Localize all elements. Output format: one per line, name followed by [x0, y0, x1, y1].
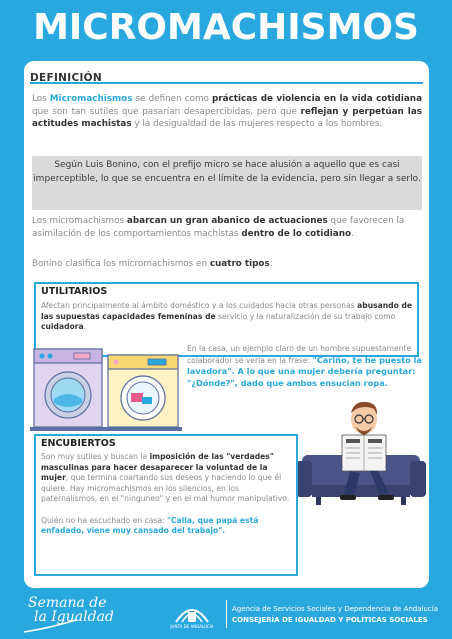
text-span: que favorecen la asimilación de los comportamientos machistas: [32, 216, 405, 239]
example-quote: "Calla, que papá está enfadado, viene muy cansado del trabajo".: [41, 515, 259, 536]
scope-paragraph: [32, 215, 422, 240]
text-span: .: [351, 228, 354, 239]
emphasis-text: imposición de las "verdades" masculinas para hacer desaparecer la voluntad de la mujer: [41, 452, 274, 483]
emphasis-text: cuidadora: [41, 322, 84, 332]
definition-header: [30, 66, 423, 84]
text-span: Los micromachismos: [32, 216, 127, 226]
emphasis-text: prácticas de violencia en la vida cotidiana: [212, 94, 423, 104]
agency-line-2: CONSEJERÍA DE IGUALDAD Y POLÍTICAS SOCIALES: [232, 616, 428, 624]
definition-paragraph: [32, 93, 422, 131]
text-span: servicio y la naturalización de su trabajo como: [215, 311, 396, 321]
utilitarios-title: UTILITARIOS: [41, 286, 108, 297]
utilitarios-description: [41, 301, 413, 333]
text-span: que son tan sutiles que pasarían desapercibidas, pero que: [32, 106, 301, 117]
encubiertos-title: ENCUBIERTOS: [41, 438, 116, 449]
campaign-line-2: la Igualdad: [34, 609, 114, 625]
man-reading-illustration: [296, 399, 426, 509]
agency-text: [232, 604, 438, 626]
footer: [0, 588, 452, 639]
text-span: se definen como: [132, 94, 213, 104]
footer-divider: [226, 600, 227, 628]
text-span: Son muy sutiles y buscan la: [41, 452, 150, 461]
classification-paragraph: [32, 258, 422, 270]
encubiertos-box: [34, 434, 298, 576]
encubiertos-description: [41, 452, 296, 537]
emphasis-text: abarcan un gran abanico de actuaciones: [126, 216, 328, 226]
text-span: .: [83, 322, 87, 332]
campaign-line-1: Semana de: [28, 595, 107, 611]
page-title: MICROMACHISMOS: [33, 7, 419, 48]
text-span: , que termina coartando sus deseos y haciendo lo que él quiere. Hay micromachismos en los silencios, en los paternalismos, en el "ninguneo" y en el mal humor manipulativo.: [41, 473, 290, 504]
campaign-logo: [28, 596, 114, 624]
text-span: Afectan principalmente al ámbito doméstico y a los cuidados hacia otras personas: [41, 301, 358, 310]
emphasis-text: abusando de las supuestas capacidades femeninas de: [41, 301, 413, 321]
emphasis-text: cuatro tipos: [209, 259, 270, 269]
text-span: :: [269, 259, 273, 269]
emphasis-text: reflejan y perpetúan las actitudes machistas: [32, 106, 422, 130]
junta-label: JUNTA DE ANDALUCIA: [170, 624, 214, 629]
definition-heading: DEFINICIÓN: [30, 72, 102, 84]
text-span: Bonino clasifica los micromachismos en: [32, 259, 210, 269]
washing-machines-illustration: [30, 345, 182, 431]
text-span: y la desigualdad de las mujeres respecto a los hombres.: [131, 119, 383, 130]
agency-line-1: Agencia de Servicios Sociales y Dependencia de Andalucía: [232, 605, 438, 613]
micromachismos-term: Micromachismos: [49, 94, 133, 104]
utilitarios-example: [187, 344, 425, 389]
example-quote: "Cariño, te he puesto la lavadora". A lo que una mujer debería preguntar: "¿Dónde?", dado que ambos ensucian ropa.: [187, 354, 422, 388]
text-span: Quién no ha escuchado en casa:: [41, 515, 167, 525]
text-span: En la casa, un ejemplo claro de un hombre supuestamente colaborador se vería en la frase:: [187, 344, 412, 365]
content-card: [24, 61, 429, 588]
bonino-quote: Según Luis Bonino, con el prefijo micro se hace alusión a aquello que es casi imperceptible, lo que se encuentra en el límite de la evidencia, pero sin llegar a serlo.: [32, 156, 422, 210]
emphasis-text: dentro de lo cotidiano: [241, 228, 351, 239]
text-span: Los: [32, 94, 50, 104]
